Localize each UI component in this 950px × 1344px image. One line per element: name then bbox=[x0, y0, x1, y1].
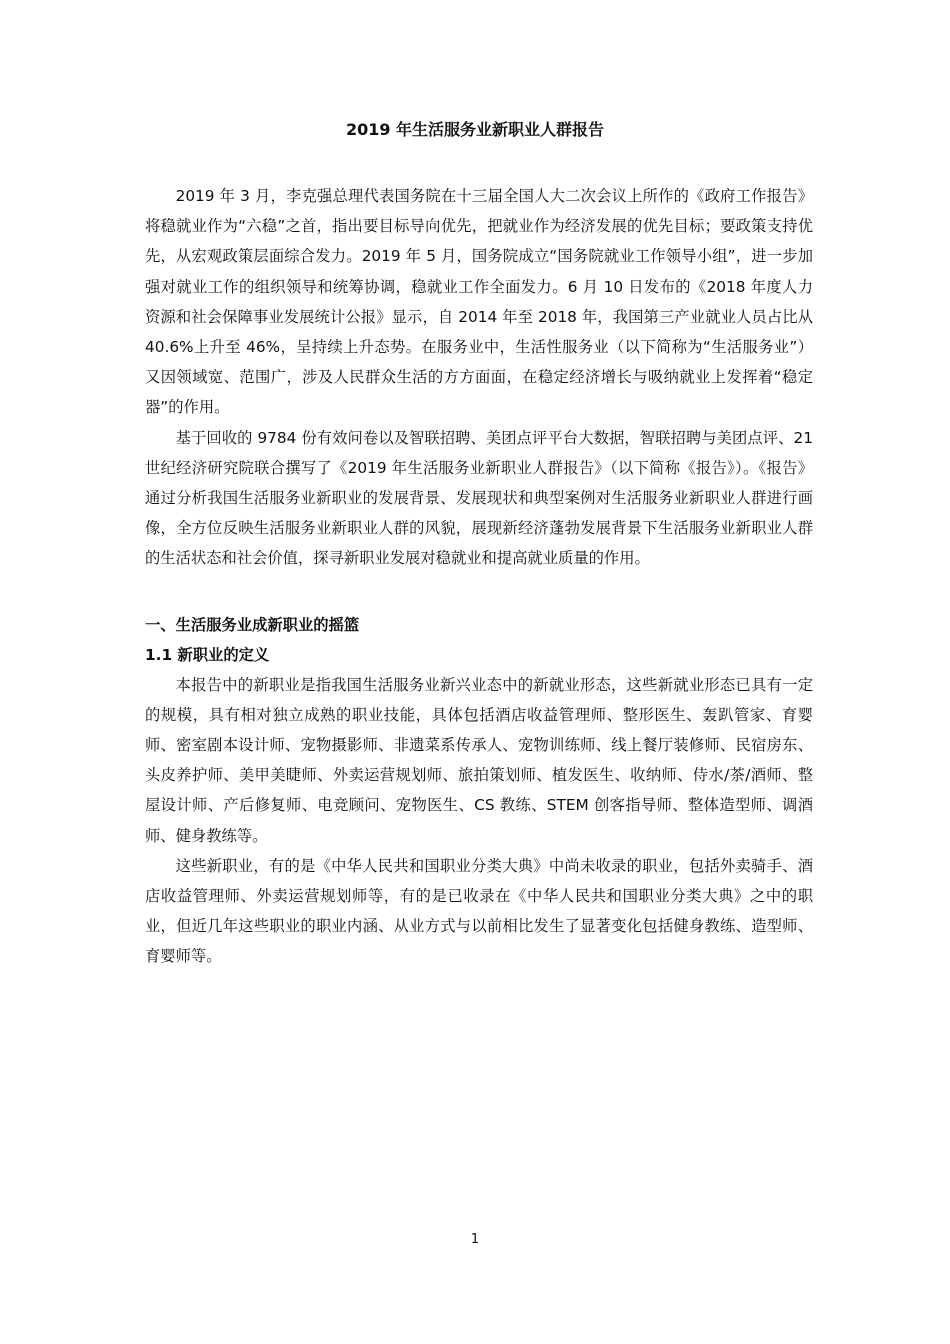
subsection-paragraph-1: 本报告中的新职业是指我国生活服务业新兴业态中的新就业形态，这些新就业形态已具有一定的规模，具有相对独立成熟的职业技能，具体包括酒店收益管理师、整形医生、轰趴管家、育婴师、密室剧本设计师、宠物摄影师、非遗菜系传承人、宠物训练师、线上餐厅装修师、民宿房东、头皮养护师、美甲美睫师、外卖运营规划师、旅拍策划师、植发医生、收纳师、侍水/茶/酒师、整屋设计师、产后修复师、电竞顾问、宠物医生、CS 教练、STEM 创客指导师、整体造型师、调酒师、健身教练等。 bbox=[145, 675, 813, 845]
section-spacer bbox=[145, 574, 813, 610]
intro-paragraph-1: 2019 年 3 月，李克强总理代表国务院在十三届全国人大二次会议上所作的《政府工作报告》将稳就业作为“六稳”之首，指出要目标导向优先，把就业作为经济发展的优先目标；要政策支持优先，从宏观政策层面综合发力。2019 年 5 月，国务院成立“国务院就业工作领导小组”，进一步加强对就业工作的组织领导和统筹协调，稳就业工作全面发力。6 月 10 日发布的《2018 年度人力资源和社会保障事业发展统计公报》显示，自 2014 年至 2018 年，我国第三产业就业人员占比从 40.6%上升至 46%，呈持续上升态势。在服务业中，生活性服务业（以下简称为“生活服务业”）又因领域宽、范围广，涉及人民群众生活的方方面面，在稳定经济增长与吸纳就业上发挥着“稳定器”的作用。 bbox=[145, 187, 813, 417]
subsection-heading: 1.1 新职业的定义 bbox=[145, 645, 270, 664]
document-body bbox=[145, 181, 813, 972]
subsection-paragraph-2: 这些新职业，有的是《中华人民共和国职业分类大典》中尚未收录的职业，包括外卖骑手、酒店收益管理师、外卖运营规划师等，有的是已收录在《中华人民共和国职业分类大典》之中的职业，但近几年这些职业的职业内涵、从业方式与以前相比发生了显著变化包括健身教练、造型师、育婴师等。 bbox=[145, 856, 813, 966]
section-heading: 一、生活服务业成新职业的摇篮 bbox=[145, 615, 360, 634]
intro-paragraph-2: 基于回收的 9784 份有效问卷以及智联招聘、美团点评平台大数据，智联招聘与美团点评、21 世纪经济研究院联合撰写了《2019 年生活服务业新职业人群报告》（以下简称《报告》）。《报告》通过分析我国生活服务业新职业的发展背景、发展现状和典型案例对生活服务业新职业人群进行画像，全方位反映生活服务业新职业人群的风貌，展现新经济蓬勃发展背景下生活服务业新职业人群的生活状态和社会价值，探寻新职业发展对稳就业和提高就业质量的作用。 bbox=[145, 428, 813, 568]
page-number: 1 bbox=[470, 1232, 480, 1247]
document-title: 2019 年生活服务业新职业人群报告 bbox=[345, 120, 605, 139]
